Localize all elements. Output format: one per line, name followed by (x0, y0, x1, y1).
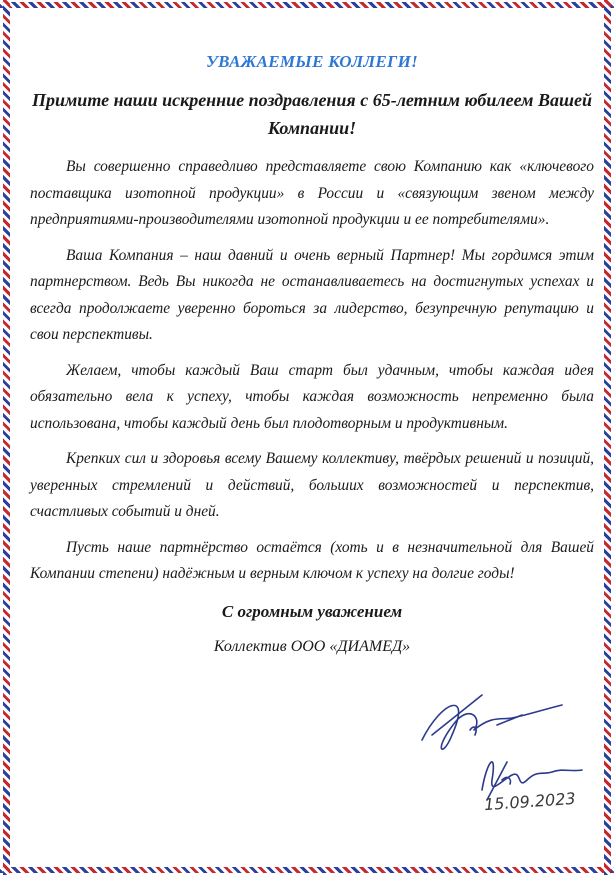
paragraph-4: Крепких сил и здоровья всему Вашему коллективу, твёрдых решений и позиций, уверенных стремлений и действий, больших возможностей и перспектив, счастливых событий и дней. (30, 450, 594, 520)
closing-line: С огромным уважением (221, 601, 403, 621)
border-top (0, 2, 614, 8)
paragraph-2: Ваша Компания – наш давний и очень верный Партнер! Мы гордимся этим партнерством. Ведь Вы никогда не останавливаетесь на достигнутых успехах и всегда продолжаете уверенно бороться за лидерство, безупречную репутацию и свои перспективы. (30, 246, 594, 343)
greeting-heading: УВАЖАЕМЫЕ КОЛЛЕГИ! (205, 52, 419, 71)
letter-body (30, 52, 594, 656)
paragraph-1: Вы совершенно справедливо представляете свою Компанию как «ключевого поставщика изотопной продукции» в России и «связующим звеном между предприятиями-производителями изотопной продукции и ее потребителями». (30, 158, 594, 228)
signatory-line: Коллектив ООО «ДИАМЕД» (213, 637, 411, 655)
congratulations-subtitle: Примите наши искренние поздравления с 65-летним юбилеем Вашей Компании! (31, 90, 593, 138)
paragraph-3: Желаем, чтобы каждый Ваш старт был удачным, чтобы каждая идея обязательно вела к успеху, чтобы каждая возможность непременно была использована, чтобы каждый день был плодотворным и продуктивным. (30, 361, 594, 432)
border-right (604, 0, 611, 875)
signature-date: 15.09.2023 (483, 788, 577, 815)
border-bottom (0, 867, 614, 873)
paragraph-5: Пусть наше партнёрство остаётся (хоть и в незначительной для Вашей Компании степени) надёжным и верным ключом к успеху на долгие годы! (30, 538, 594, 582)
border-left (3, 0, 10, 875)
